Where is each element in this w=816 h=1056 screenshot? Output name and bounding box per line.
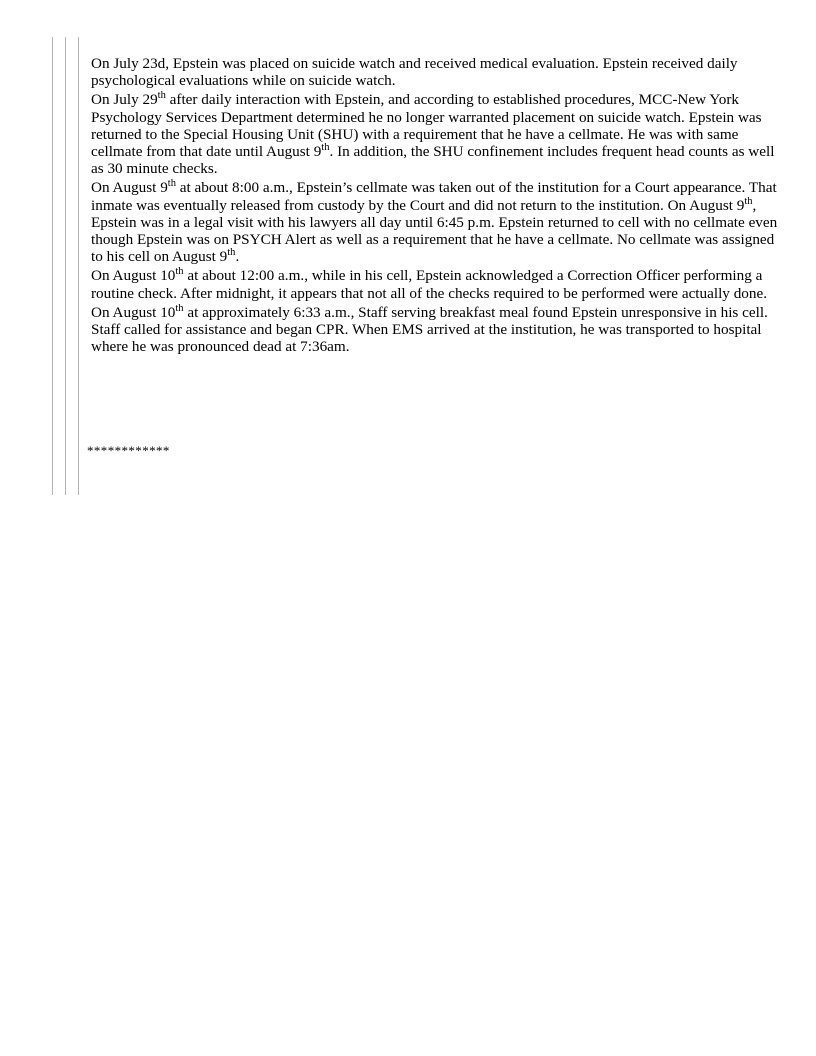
paragraph-text: . In addition, the SHU confinement includes frequent head counts as well as 30 minute checks. bbox=[91, 143, 775, 178]
paragraph-text: , Epstein was in a legal visit with his lawyers all day until 6:45 p.m. Epstein returned to cell with no cellmate even though Epstein was on PSYCH Alert as well as a requirement that he have a cellmate. No cellmate was assigned to his cell on August 9 bbox=[91, 196, 778, 266]
paragraph bbox=[91, 91, 781, 177]
paragraph-text: On July 29 bbox=[91, 91, 158, 109]
quote-bar bbox=[65, 37, 66, 495]
ordinal-suffix: th bbox=[321, 142, 330, 154]
paragraph-text: at about 12:00 a.m., while in his cell, Epstein acknowledged a Correction Officer performing a routine check. After midnight, it appears that not all of the checks required to be performed were actually done. bbox=[91, 267, 768, 302]
quote-bar bbox=[78, 37, 79, 495]
ordinal-suffix: th bbox=[157, 90, 166, 102]
paragraph-text: On August 10 bbox=[91, 303, 176, 321]
paragraph-text: at approximately 6:33 a.m., Staff serving breakfast meal found Epstein unresponsive in his cell. Staff called for assistance and began CPR. When EMS arrived at the institution, he was transported to hospital where he was pronounced dead at 7:36am. bbox=[91, 303, 768, 356]
paragraph-text: at about 8:00 a.m., Epstein’s cellmate was taken out of the institution for a Court appearance. That inmate was eventually released from custody by the Court and did not return to the institution. On August 9 bbox=[91, 179, 777, 214]
paragraph-text: On July 23d, Epstein was placed on suicide watch and received medical evaluation. Epstein received daily psychological evaluations while on suicide watch. bbox=[91, 55, 738, 90]
paragraph-text: . bbox=[235, 248, 240, 266]
paragraph bbox=[91, 179, 781, 265]
paragraph bbox=[91, 304, 781, 356]
paragraph bbox=[91, 55, 781, 89]
ordinal-suffix: th bbox=[175, 266, 184, 278]
quote-bar bbox=[52, 37, 53, 495]
ordinal-suffix: th bbox=[175, 303, 184, 315]
ordinal-suffix: th bbox=[744, 195, 753, 207]
ordinal-suffix: th bbox=[227, 247, 236, 259]
separator-asterisks: ************ bbox=[87, 443, 170, 458]
ordinal-suffix: th bbox=[167, 178, 176, 190]
paragraph-text: after daily interaction with Epstein, and according to established procedures, MCC-New York Psychology Services Department determined he no longer warranted placement on suicide watch. Epstein was returned to the Special Housing Unit (SHU) with a requirement that he have a cellmate. He was with same cellmate from that date until August 9 bbox=[91, 91, 762, 161]
paragraph bbox=[91, 267, 781, 301]
quoted-text-block bbox=[91, 55, 781, 357]
paragraph-text: On August 9 bbox=[91, 179, 168, 197]
paragraph-text: On August 10 bbox=[91, 267, 176, 285]
